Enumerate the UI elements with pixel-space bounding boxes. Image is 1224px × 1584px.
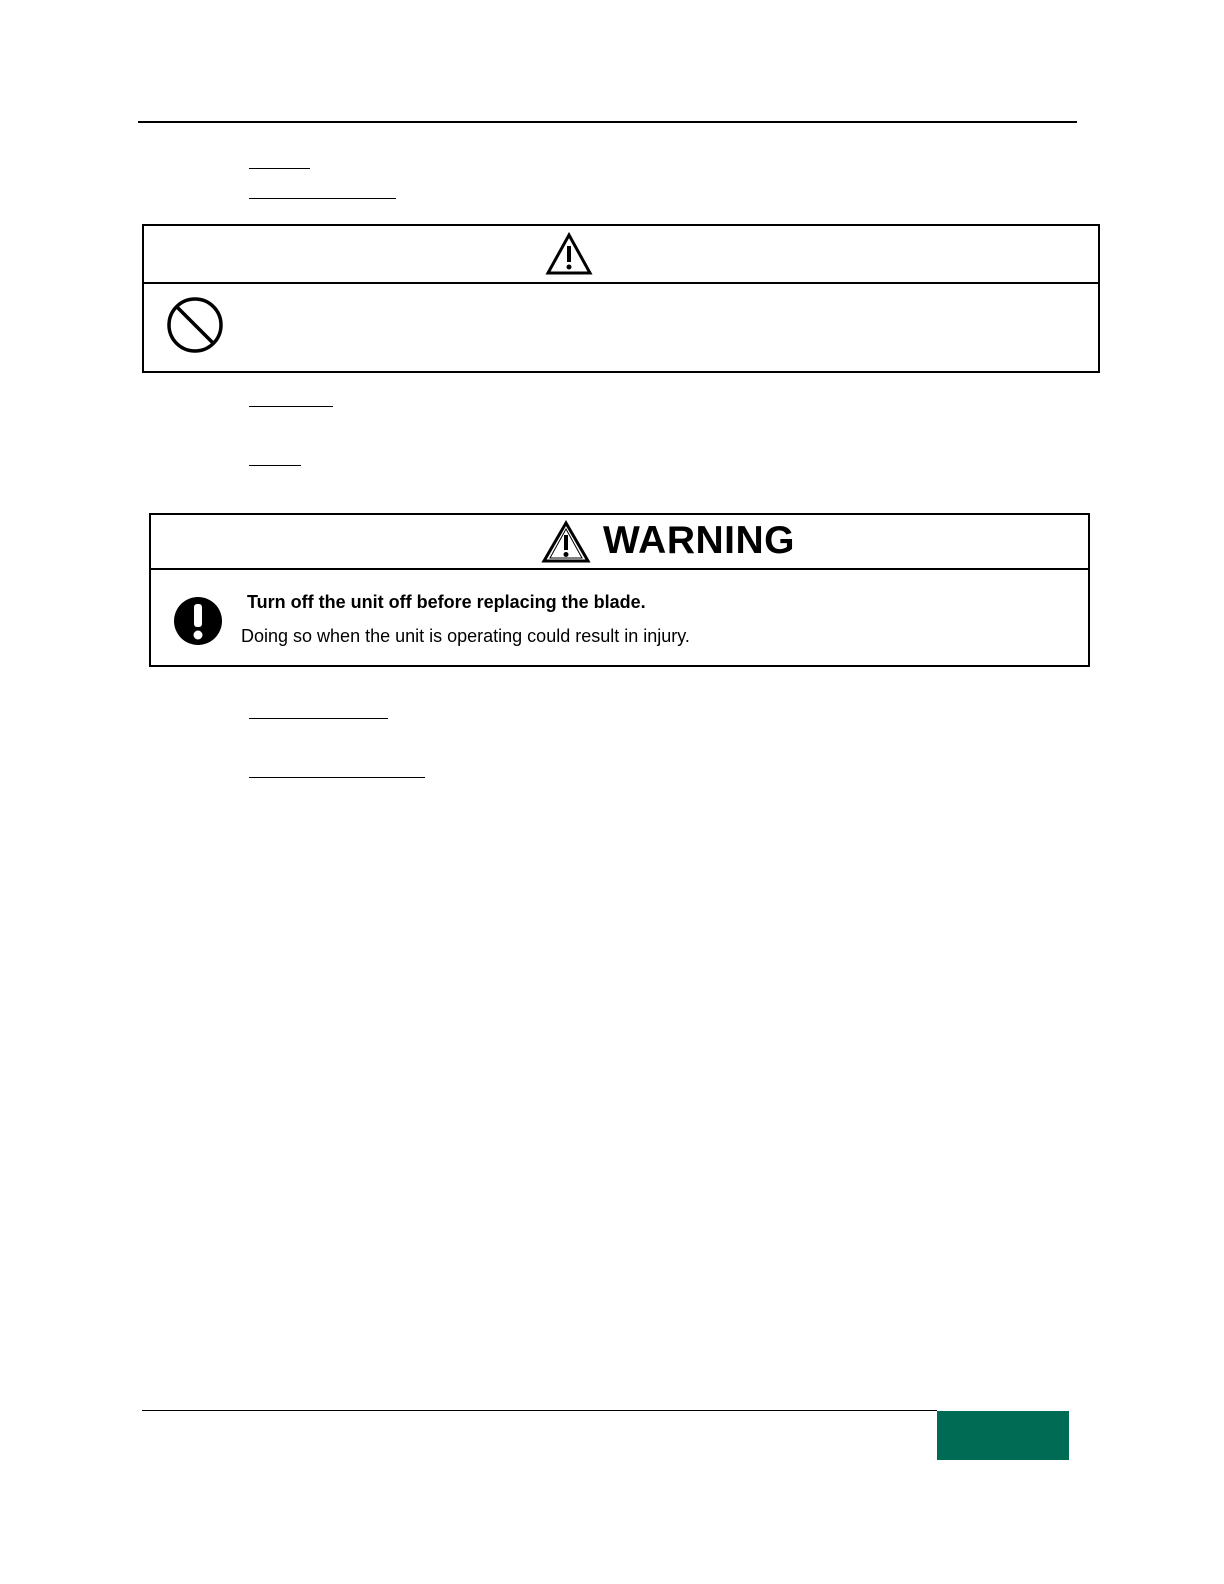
warning-instruction: Turn off the unit off before replacing the blade.: [247, 592, 646, 612]
warning-detail: Doing so when the unit is operating could result in injury.: [241, 626, 690, 646]
prohibition-icon: [166, 296, 224, 354]
warning-box: [149, 513, 1090, 667]
header-rule: [138, 121, 1077, 123]
mandatory-action-icon: [173, 596, 223, 646]
underline-mark: [249, 168, 310, 169]
underline-mark: [249, 777, 425, 778]
warning-triangle-icon: [541, 520, 591, 564]
footer-accent-block: [937, 1411, 1069, 1460]
warning-heading: WARNING: [603, 519, 795, 562]
warning-triangle-icon: [545, 232, 593, 276]
underline-mark: [249, 465, 301, 466]
warning-box-header: [151, 515, 1088, 570]
caution-box: [142, 224, 1100, 373]
underline-mark: [249, 406, 333, 407]
underline-mark: [249, 718, 388, 719]
footer-rule: [142, 1410, 937, 1411]
caution-box-header: [144, 226, 1098, 284]
underline-mark: [249, 198, 396, 199]
